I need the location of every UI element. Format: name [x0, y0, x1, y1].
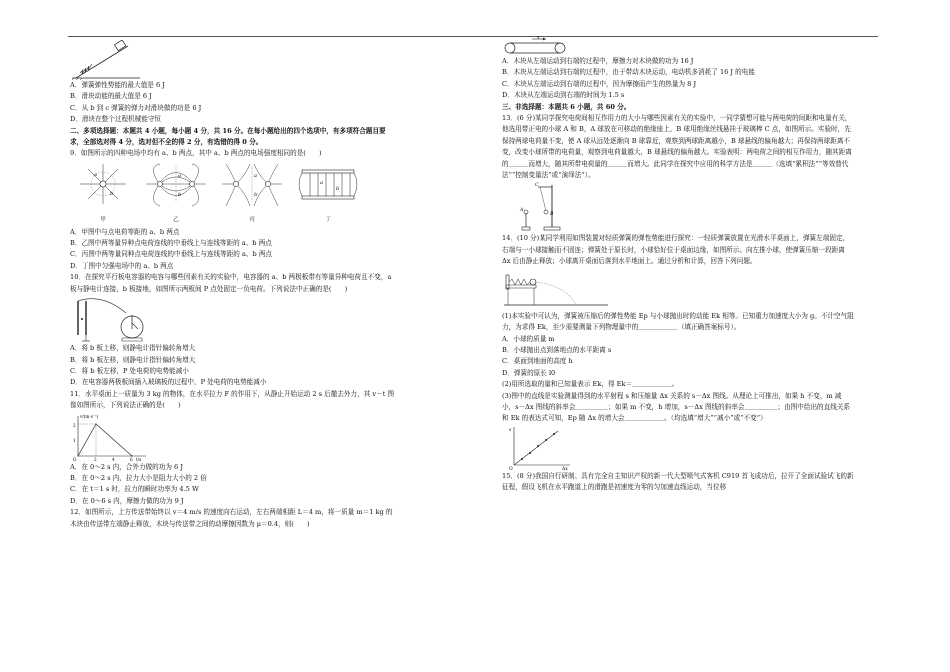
- q14-option-c: C．桌面到地面的高度 h: [502, 357, 573, 366]
- q12-option-d: D．木块从左端运动到右端的时间为 1.5 s: [502, 91, 625, 100]
- q14-option-d: D．弹簧的原长 l0: [502, 368, 556, 377]
- vt-xlabel: t/s: [136, 456, 142, 462]
- graph-origin: O: [509, 466, 513, 471]
- field-label-jia: 甲: [100, 217, 106, 224]
- s-axis-label: s: [509, 427, 512, 433]
- q8-option-a: A．弹簧弹性势能的最大值是 6 J: [70, 81, 165, 89]
- q10-option-d: D．在电容器两极板间插入玻璃板的过程中，P 处电荷的电势能减小: [70, 378, 267, 387]
- vt-point: [95, 423, 96, 424]
- field-figure-yi: [144, 162, 208, 227]
- q8-option-c: C．从 b 到 c 弹簧的弹力对滑块做的功是 6 J: [70, 103, 202, 112]
- q11-option-d: D．在 0～6 s 内，摩擦力做的功为 9 J: [70, 496, 184, 505]
- field-label-bing: 丙: [249, 217, 255, 224]
- q10-option-c: C．将 b 板左移，P 处电荷的电势能减小: [70, 366, 189, 375]
- q14-part3: (3)图中的直线是实验测量得到的水平射程 s 和压缩量 Δx 关系的 s－Δx 图线。从理论上可推出，如果 h 不变，m 减小，s－Δx 图线的斜率会＿＿＿＿＿；如果 m 不变，h 增加，s－Δx 图线的斜率会＿＿＿＿＿；由图中给出的直线关系和 Ek 的表达式可知，Ep 随 Δx 的增大会＿＿＿＿＿＿。（均选填“增大”“减小”或“不变”）: [502, 391, 851, 423]
- q9-option-a: A．甲图中与点电荷等距的 a、b 两点: [70, 227, 180, 236]
- q12-stem: 12．如图所示，上方传送带始终以 v＝4 m/s 的速度向右运动，左右两端相距 L＝4 m，将一质量 m＝1 kg 的木块由传送带左端静止释放，木块与传送带之间的动摩擦因数为 μ＝0.4，则( ): [70, 508, 393, 528]
- q12-option-a: A．木块从左端运动到右端的过程中，摩擦力对木块做的功为 16 J: [502, 57, 694, 65]
- field-label-yi: 乙: [173, 217, 179, 224]
- vt-ylabel: v/(m·s⁻¹): [80, 413, 99, 419]
- q9-option-d: D．丁图中匀强电场中的 a、b 两点: [70, 261, 174, 270]
- svg-text:a: a: [320, 179, 323, 186]
- svg-text:b: b: [178, 191, 182, 198]
- label-c: C: [535, 183, 539, 189]
- q14-stem: 14．(10 分)某同学利用如图装置对轻质弹簧的弹性势能进行探究：一轻质弹簧放置在光滑水平桌面上，弹簧左端固定，右端与一小球接触而不固连；弹簧处于原长时，小球恰好位于桌面边缘，如图所示。向左推小球，使弹簧压缩一段距离 Δx 后由静止释放；小球离开桌面后落到水平地面上。通过分析和计算，回答下列问题。: [502, 234, 850, 266]
- field-figure-jia: [74, 162, 132, 227]
- section3-title: 三、非选择题：本题共 6 小题，共 60 分。: [502, 102, 631, 111]
- q14-part2: (2)用所选取的量和已知量表示 Ek，得 Ek＝＿＿＿＿＿＿。: [502, 380, 679, 389]
- right-column: [502, 36, 854, 494]
- vt-ytick-2: 2: [73, 422, 76, 428]
- q9-option-c: C．丙图中两等量同种点电荷连线的中垂线上与连线等距的 a、b 两点: [70, 250, 273, 259]
- q14-option-b: B．小球抛出点到落地点的水平距离 s: [502, 345, 612, 354]
- q14-part1: (1)本实验中可认为，弹簧被压缩后的弹性势能 Ep 与小球抛出时的动能 Ek 相等。已知重力加速度大小为 g。不计空气阻力，为求得 Ek，至少需要测量下列物理量中的＿＿＿＿＿＿（填正确答案标号）。: [502, 311, 854, 332]
- vt-graph: [70, 412, 150, 462]
- q11-stem: 11．水平桌面上一质量为 3 kg 的物体，在水平拉力 F 的作用下，从静止开始运动 2 s 后撤去外力，其 v－t 图像如图所示，下列说法正确的是( ): [70, 389, 395, 410]
- coulomb-apparatus-figure: [506, 181, 576, 233]
- left-column: [70, 40, 398, 530]
- label-a: A: [520, 208, 524, 214]
- q14-option-a: A．小球的质量 m: [502, 334, 555, 343]
- q11-option-c: C．在 t＝1 s 时，拉力的瞬时功率为 4.5 W: [70, 485, 199, 494]
- q11-option-b: B．在 0～2 s 内，拉力大小是阻力大小的 2 倍: [70, 473, 207, 482]
- field-figure-ding: [296, 162, 360, 227]
- vt-point: [131, 455, 132, 456]
- q8-option-b: B．滑块动能的最大值是 6 J: [70, 92, 152, 101]
- q8-option-d: D．滑块在整个过程机械能守恒: [70, 115, 162, 124]
- q13-text: 13．(6 分)某同学探究电荷间相互作用力的大小与哪些因素有关的实验中，一同学猜想可能与两电荷的间距和电量有关，他选用带正电的小球 A 和 B，A 球放在可移动的绝缘座上，B 球用绝缘丝线悬挂于玻璃棒 C 点，如图所示。实验时，先保持两球电荷量不变，使 A 球从远处逐渐向 B 球靠近，观察到两球距离越小，B 球悬线的偏角越大；再保持两球距离不变，改变小球所带的电荷量，观察到电荷量越大，B 球悬线的偏角越大。实验表明：两电荷之间的相互作用力，随其距离的＿＿＿而增大，随其所带电荷量的＿＿＿而增大。此同学在探究中应用的科学方法是＿＿＿（选填“累积法”“等效替代法”“控制变量法”或“演绎法”）。: [502, 114, 852, 180]
- spring-table-figure: [504, 269, 614, 311]
- svg-text:a: a: [94, 171, 97, 178]
- vt-xtick-o: O: [73, 456, 77, 462]
- q10-option-a: A．将 b 板上移，则静电计指针偏转角增大: [70, 344, 196, 353]
- vt-point: [77, 455, 78, 456]
- label-b: B: [550, 212, 554, 218]
- field-label-ding: 丁: [325, 217, 331, 224]
- vt-xtick-6: 6: [130, 456, 133, 462]
- q9-stem: 9．如图所示的四种电场中均有 a、b 两点，其中 a、b 两点的电场强度相同的是( ): [70, 149, 322, 158]
- vt-ytick-1: 1: [73, 437, 76, 443]
- q12-option-b: B．木块从左端运动到右端的过程中，由于带动木块运动，电动机多消耗了 16 J 的电能: [502, 68, 755, 77]
- q15-text: 15．(8 分)我国自行研制、具有完全自主知识产权的新一代大型喷气式客机 C919 首飞成功后，拉开了全面试验试飞的新征程，假设飞机在水平跑道上的滑跑是初速度为零的匀加速直线运动，当位移: [502, 471, 854, 492]
- belt-velocity-label: v: [537, 36, 540, 41]
- field-figure-bing: [220, 162, 284, 227]
- q12-option-c: C．木块从左端运动到右端的过程中，因为摩擦而产生的热量为 8 J: [502, 79, 697, 88]
- svg-text:b: b: [110, 190, 114, 197]
- section2-title: 二、多项选择题：本题共 4 小题，每小题 4 分，共 16 分。在每小题给出的四个选项中，有多项符合题目要求，全部选对得 4 分，选对但不全的得 2 分，有选错的得 0 分。: [70, 126, 386, 147]
- capacitor-electroscope-figure: [72, 295, 152, 343]
- svg-text:a: a: [254, 172, 257, 179]
- vt-xtick-4: 4: [112, 456, 115, 462]
- q11-option-a: A．在 0～2 s 内，合外力做的功为 6 J: [70, 462, 183, 471]
- q10-option-b: B．将 b 板左移，则静电计指针偏转角增大: [70, 355, 196, 364]
- svg-text:a: a: [178, 172, 181, 179]
- vt-series-line: [78, 424, 132, 456]
- dx-axis-label: Δx: [562, 466, 568, 471]
- q10-stem: 10．在探究平行板电容器的电容与哪些因素有关的实验中，电容器的 a、b 两极板带有等量异种电荷且不变，a 板与静电计连接，b 板接地，如图所示两板间 P 点处固定一负电荷。下列说法中正确的是( ): [70, 273, 392, 293]
- vt-xtick-2: 2: [94, 456, 97, 462]
- q9-field-figures: [74, 162, 398, 227]
- spring-incline-figure: [70, 40, 150, 80]
- svg-text:b: b: [336, 185, 340, 192]
- svg-text:b: b: [254, 191, 258, 198]
- s-dx-graph: [508, 425, 572, 471]
- conveyor-belt-figure: [502, 36, 572, 56]
- q9-option-b: B．乙图中两等量异种点电荷连线的中垂线上与连线等距的 a、b 两点: [70, 239, 272, 248]
